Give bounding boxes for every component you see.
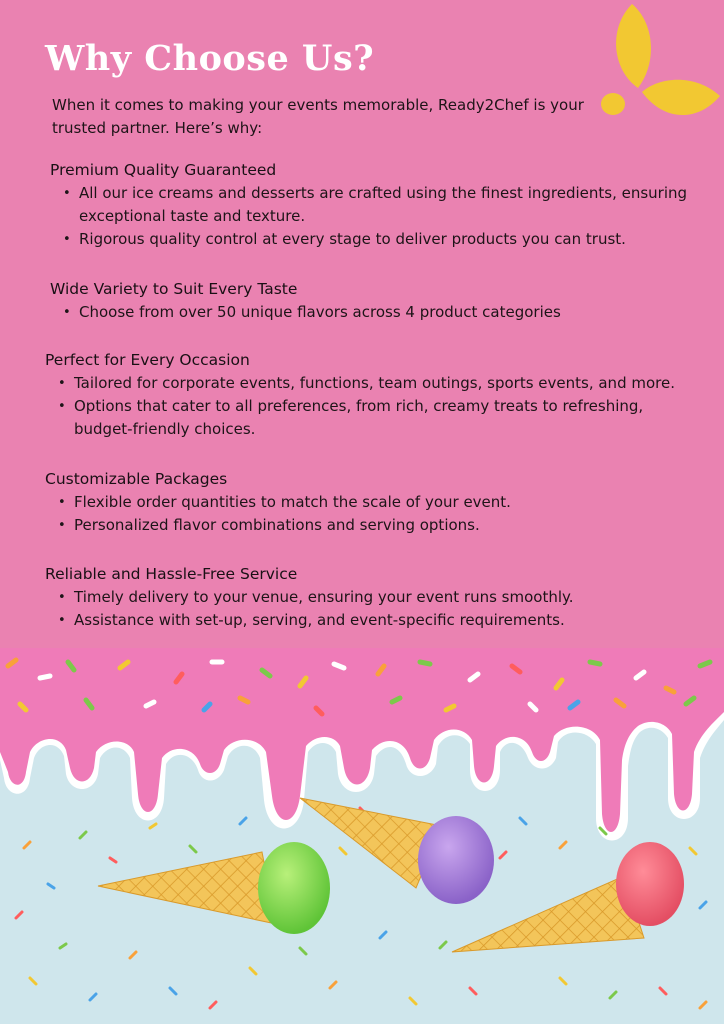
- section-heading: Perfect for Every Occasion: [45, 351, 250, 369]
- list-item: • Rigorous quality control at every stage to deliver products you can trust.: [50, 228, 710, 251]
- bullet-list: [45, 586, 705, 632]
- list-item: • Tailored for corporate events, functions, team outings, sports events, and more.: [45, 372, 705, 395]
- bullet-list: [50, 301, 710, 324]
- intro-text: When it comes to making your events memorable, Ready2Chef is your trusted partner. Here’s why:: [52, 96, 584, 137]
- bullet-list: [50, 182, 710, 251]
- section-customizable-packages: [45, 470, 705, 537]
- list-item: • Choose from over 50 unique flavors across 4 product categories: [50, 301, 710, 324]
- bullet-list: [45, 491, 705, 537]
- list-item: • Assistance with set-up, serving, and event-specific requirements.: [45, 609, 705, 632]
- list-item: • Timely delivery to your venue, ensuring your event runs smoothly.: [45, 586, 705, 609]
- list-item: • Options that cater to all preferences, from rich, creamy treats to refreshing, budget-friendly choices.: [45, 395, 705, 441]
- section-wide-variety: [50, 280, 710, 324]
- ice-cream-illustration: [0, 648, 724, 1024]
- section-heading: Customizable Packages: [45, 470, 228, 488]
- section-every-occasion: [45, 351, 705, 441]
- section-heading: Reliable and Hassle-Free Service: [45, 565, 298, 583]
- page-title: Why Choose Us?: [45, 38, 375, 79]
- section-heading: Wide Variety to Suit Every Taste: [50, 280, 298, 298]
- section-reliable-service: [45, 565, 705, 632]
- list-item: • All our ice creams and desserts are crafted using the finest ingredients, ensuring exceptional taste and texture.: [50, 182, 710, 228]
- section-heading: Premium Quality Guaranteed: [50, 161, 277, 179]
- section-premium-quality: [50, 161, 710, 251]
- leaf-decoration-icon: [598, 0, 724, 126]
- list-item: • Personalized flavor combinations and serving options.: [45, 514, 705, 537]
- list-item: • Flexible order quantities to match the scale of your event.: [45, 491, 705, 514]
- bullet-list: [45, 372, 705, 441]
